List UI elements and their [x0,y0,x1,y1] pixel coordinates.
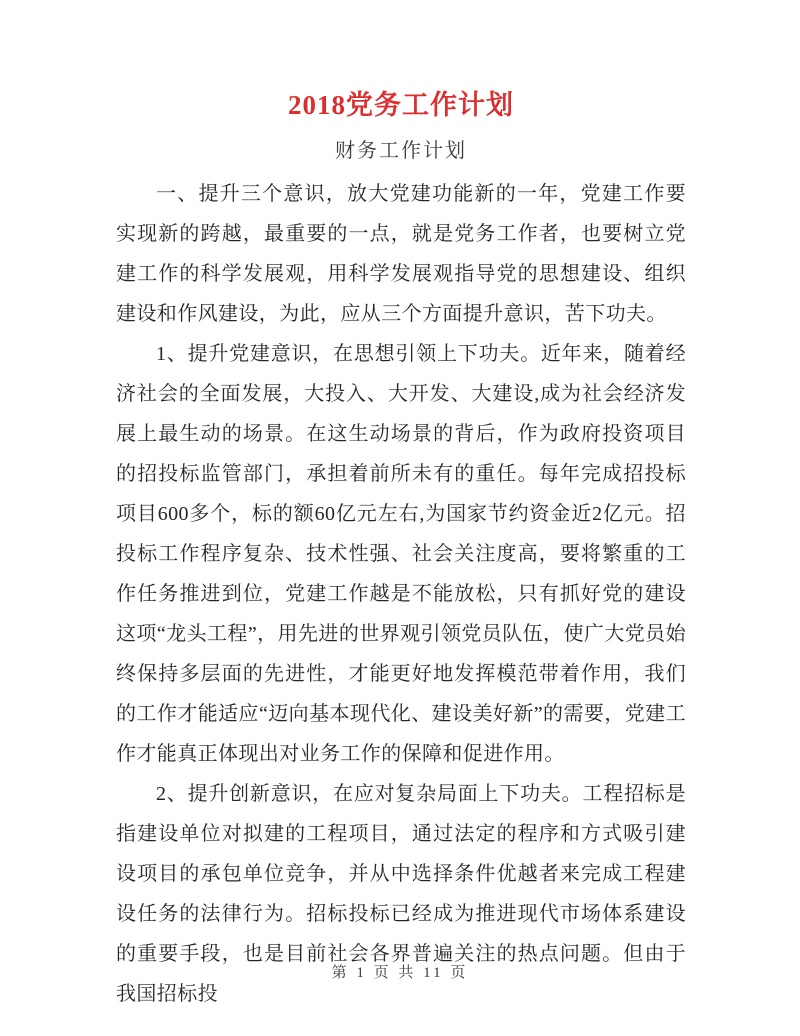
paragraph-point-1: 1、提升党建意识，在思想引领上下功夫。近年来，随着经济社会的全面发展，大投入、大开发、大建设,成为社会经济发展上最生动的场景。在这生动场景的背后，作为政府投资项目的招投标监管部门，承担着前所未有的重任。每年完成招投标项目600多个，标的额60亿元左右,为国家节约资金近2亿元。招投标工作程序复杂、技术性强、社会关注度高，要将繁重的工作任务推进到位，党建工作越是不能放松，只有抓好党的建设这项“龙头工程”，用先进的世界观引领党员队伍，使广大党员始终保持多层面的先进性，才能更好地发挥模范带着作用，我们的工作才能适应“迈向基本现代化、建设美好新”的需要，党建工作才能真正体现出对业务工作的保障和促进作用。 [116,343,686,765]
paragraph-intro: 一、提升三个意识，放大党建功能新的一年，党建工作要实现新的跨越，最重要的一点，就是党务工作者，也要树立党建工作的科学发展观，用科学发展观指导党的思想建设、组织建设和作风建设，为此，应从三个方面提升意识，苦下功夫。 [116,183,686,325]
paragraph-point-2: 2、提升创新意识，在应对复杂局面上下功夫。工程招标是指建设单位对拟建的工程项目，通过法定的程序和方式吸引建设项目的承包单位竞争，并从中选择条件优越者来完成工程建设任务的法律行为。招标投标已经成为推进现代市场体系建设的重要手段，也是目前社会各界普遍关注的热点问题。但由于我国招标投 [116,783,686,1005]
document-title: 2018党务工作计划 [288,90,514,120]
document-body [116,88,686,1014]
page-number-footer: 第 1 页 共 11 页 [331,965,469,981]
document-subtitle: 财务工作计划 [335,140,467,162]
